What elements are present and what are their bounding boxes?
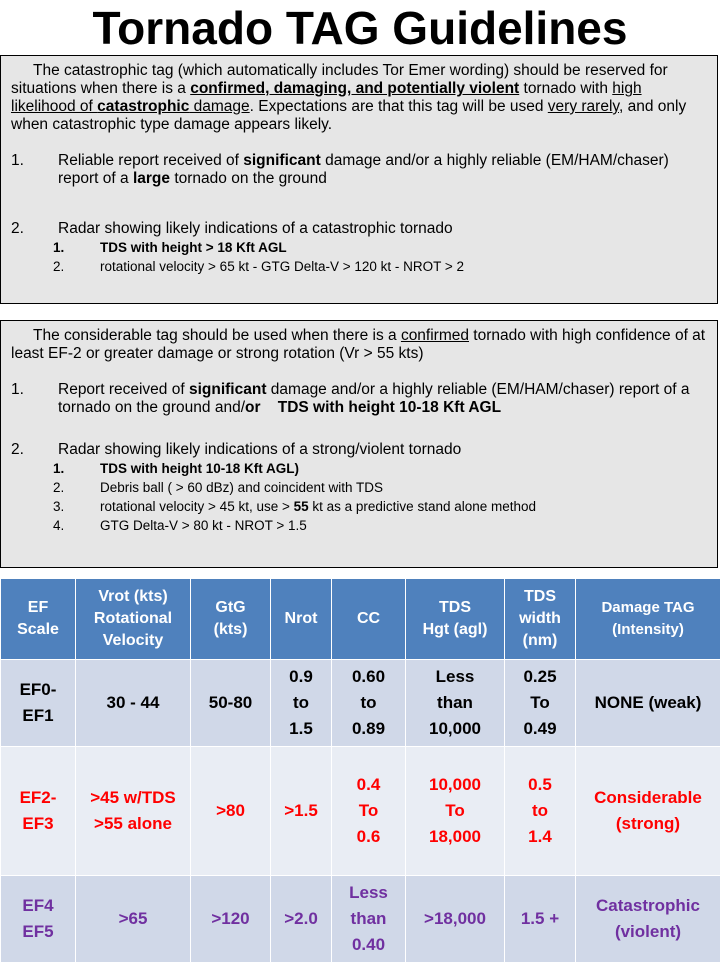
header-tds-width: TDS width (nm)	[505, 579, 576, 660]
catastrophic-sub-1: 1. TDS with height > 18 Kft AGL	[11, 238, 707, 257]
considerable-intro: The considerable tag should be used when there is a confirmed tornado with high confidence of at least EF-2 or greater damage or strong rotation (Vr > 55 kts)	[11, 327, 707, 363]
table-row-weak	[1, 660, 720, 747]
considerable-criterion-2: 2. Radar showing likely indications of a strong/violent tornado	[11, 441, 707, 459]
considerable-sub-1: 1. TDS with height 10-18 Kft AGL)	[11, 459, 707, 478]
header-vrot: Vrot (kts) Rotational Velocity	[76, 579, 191, 660]
header-damage-tag: Damage TAG (Intensity)	[576, 579, 720, 660]
header-nrot: Nrot	[271, 579, 332, 660]
page-title: Tornado TAG Guidelines	[0, 2, 720, 54]
cell-damage-tag: NONE (weak)	[576, 660, 720, 747]
catastrophic-criterion-2: 2. Radar showing likely indications of a catastrophic tornado	[11, 220, 707, 238]
cell-vrot: 30 - 44	[76, 660, 191, 747]
cell-nrot: >1.5	[271, 747, 332, 876]
considerable-sub-3: 3. rotational velocity > 45 kt, use > 55 kt as a predictive stand alone method	[11, 497, 707, 516]
header-ef-scale: EF Scale	[1, 579, 76, 660]
catastrophic-intro: The catastrophic tag (which automatically includes Tor Emer wording) should be reserved for situations when there is a confirmed, damaging, and potentially violent tornado with high likelihood of catastrophic damage. Expectations are that this tag will be used very rarely, and only when catastrophic type damage appears likely.	[11, 62, 707, 134]
cell-gtg: >80	[191, 747, 271, 876]
ef-scale-table	[0, 578, 720, 963]
considerable-tag-box	[0, 320, 718, 568]
header-gtg: GtG (kts)	[191, 579, 271, 660]
cell-ef-scale: EF4 EF5	[1, 876, 76, 963]
catastrophic-tag-box	[0, 55, 718, 304]
considerable-sub-2: 2. Debris ball ( > 60 dBz) and coincident with TDS	[11, 478, 707, 497]
catastrophic-sub-2: 2. rotational velocity > 65 kt - GTG Delta-V > 120 kt - NROT > 2	[11, 257, 707, 276]
cell-tds-width: 0.25 To 0.49	[505, 660, 576, 747]
table-row-strong	[1, 747, 720, 876]
cell-nrot: >2.0	[271, 876, 332, 963]
cell-ef-scale: EF2- EF3	[1, 747, 76, 876]
cell-cc: 0.4 To 0.6	[332, 747, 406, 876]
table-row-violent	[1, 876, 720, 963]
cell-cc: Less than 0.40	[332, 876, 406, 963]
cell-tds-height: Less than 10,000	[406, 660, 505, 747]
cell-tds-width: 1.5 +	[505, 876, 576, 963]
table-header-row	[1, 579, 720, 660]
cell-damage-tag: Considerable (strong)	[576, 747, 720, 876]
cell-damage-tag: Catastrophic (violent)	[576, 876, 720, 963]
catastrophic-criterion-1: 1. Reliable report received of significant damage and/or a highly reliable (EM/HAM/chaser) report of a large tornado on the ground	[11, 152, 707, 188]
cell-tds-width: 0.5 to 1.4	[505, 747, 576, 876]
cell-vrot: >65	[76, 876, 191, 963]
cell-cc: 0.60 to 0.89	[332, 660, 406, 747]
cell-tds-height: 10,000 To 18,000	[406, 747, 505, 876]
cell-gtg: 50-80	[191, 660, 271, 747]
cell-tds-height: >18,000	[406, 876, 505, 963]
considerable-criterion-1: 1. Report received of significant damage and/or a highly reliable (EM/HAM/chaser) report of a tornado on the ground and/or TDS with height 10-18 Kft AGL	[11, 381, 707, 417]
considerable-sub-4: 4. GTG Delta-V > 80 kt - NROT > 1.5	[11, 516, 707, 535]
cell-gtg: >120	[191, 876, 271, 963]
cell-ef-scale: EF0- EF1	[1, 660, 76, 747]
header-tds-height: TDS Hgt (agl)	[406, 579, 505, 660]
cell-nrot: 0.9 to 1.5	[271, 660, 332, 747]
header-cc: CC	[332, 579, 406, 660]
cell-vrot: >45 w/TDS >55 alone	[76, 747, 191, 876]
